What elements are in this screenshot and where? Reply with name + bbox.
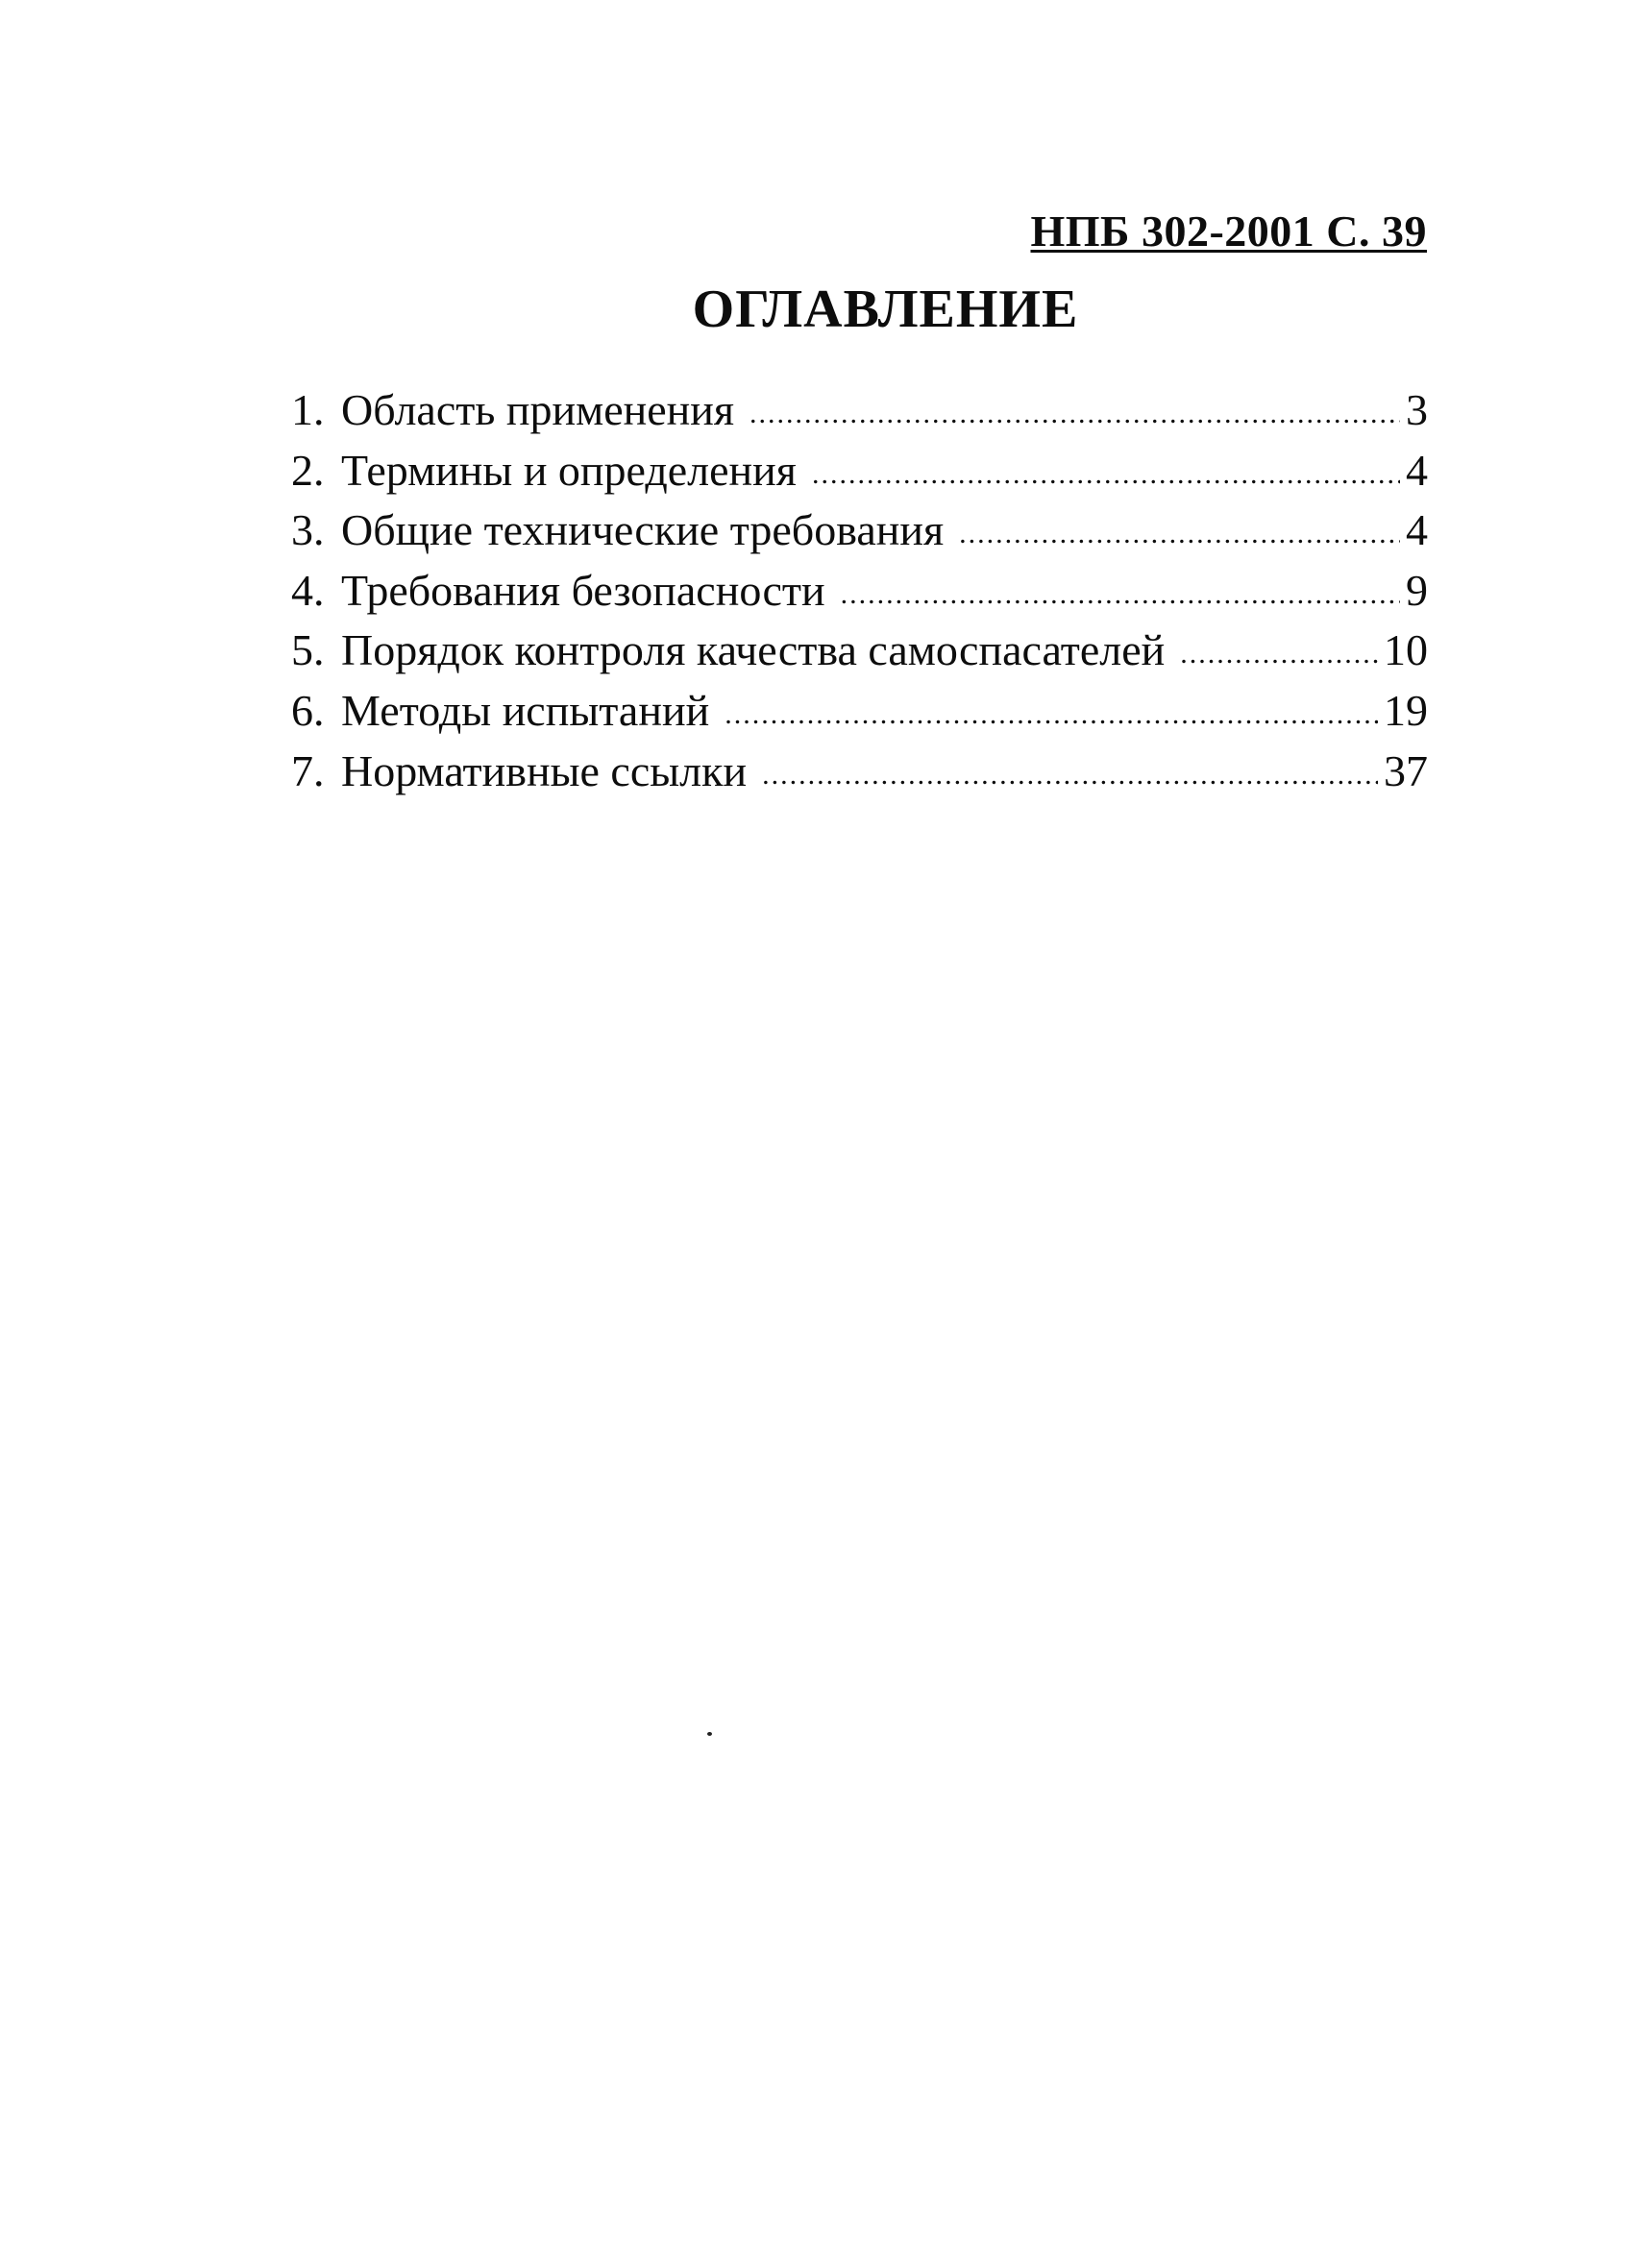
toc-item-title: Нормативные ссылки [341, 745, 748, 795]
toc-item-title: Порядок контроля качества самоспасателей [341, 625, 1166, 675]
toc-item-number: 3. [291, 505, 325, 555]
toc-item-number: 7. [291, 745, 325, 795]
toc-item-title: Требования безопасности [341, 565, 825, 615]
toc-item-4 [291, 561, 1428, 622]
dot-leader [762, 745, 1378, 805]
toc-item-7 [291, 742, 1428, 802]
dot-leader [749, 384, 1400, 444]
dot-leader [812, 445, 1400, 504]
toc-item-page: 9 [1406, 565, 1428, 615]
running-header: НПБ 302-2001 С. 39 [1030, 207, 1427, 256]
toc-item-page: 4 [1406, 445, 1428, 495]
toc-item-page: 10 [1384, 625, 1428, 675]
dot-leader [841, 565, 1400, 624]
table-of-contents [291, 380, 1428, 801]
toc-item-2 [291, 441, 1428, 501]
toc-item-page: 19 [1384, 685, 1428, 735]
toc-item-number: 4. [291, 565, 325, 615]
toc-item-title: Область применения [341, 385, 735, 434]
toc-item-number: 6. [291, 685, 325, 735]
toc-item-title: Термины и определения [341, 445, 797, 495]
dot-leader [1180, 624, 1378, 684]
toc-item-page: 4 [1406, 505, 1428, 555]
toc-item-title: Методы испытаний [341, 685, 710, 735]
toc-item-title: Общие технические требования [341, 505, 945, 555]
toc-item-3 [291, 500, 1428, 561]
dot-leader [959, 504, 1400, 564]
page-title: ОГЛАВЛЕНИЕ [692, 280, 1079, 339]
toc-item-page: 37 [1384, 745, 1428, 795]
toc-item-1 [291, 380, 1428, 441]
scan-speck [707, 1732, 712, 1736]
dot-leader [725, 685, 1378, 744]
toc-item-6 [291, 681, 1428, 742]
toc-item-page: 3 [1406, 385, 1428, 434]
toc-item-number: 5. [291, 625, 325, 675]
toc-item-number: 1. [291, 385, 325, 434]
toc-item-5 [291, 621, 1428, 681]
toc-item-number: 2. [291, 445, 325, 495]
